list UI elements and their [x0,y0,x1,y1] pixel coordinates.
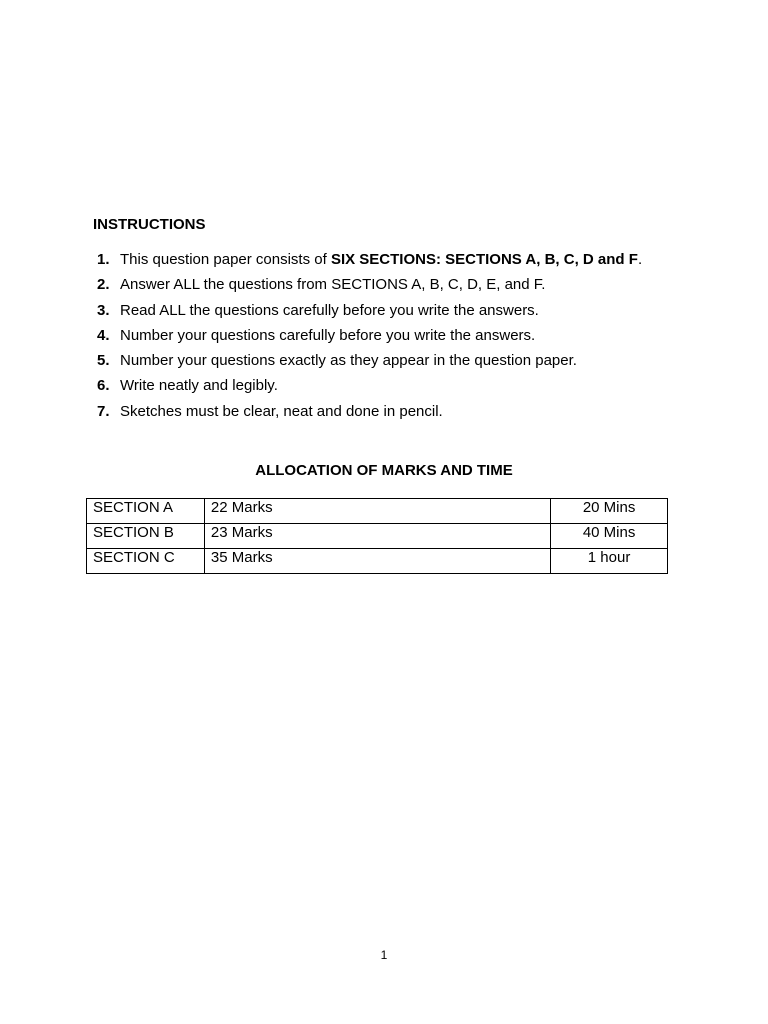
item-text: Number your questions carefully before you write the answers. [120,326,536,344]
instruction-item-6 [97,376,642,401]
item-text: Answer ALL the questions from SECTIONS A, B, C, D, E, and F. [120,276,546,294]
item-text: Read ALL the questions carefully before you write the answers. [120,301,539,319]
section-cell: SECTION A [87,499,205,524]
item-text-before: This question paper consists of [120,251,331,268]
item-text: Write neatly and legibly. [120,377,278,395]
item-number: 7. [97,402,110,420]
item-text: Number your questions exactly as they appear in the question paper. [120,352,577,370]
time-cell: 1 hour [551,549,668,574]
item-text: Sketches must be clear, neat and done in pencil. [120,402,443,420]
section-cell: SECTION B [87,524,205,549]
marks-cell: 22 Marks [204,499,550,524]
item-number: 1. [97,251,110,268]
time-cell: 20 Mins [551,499,668,524]
item-text-after: . [637,251,643,268]
section-cell: SECTION C [87,549,205,574]
instruction-item-2 [97,275,642,300]
item-number: 3. [97,301,110,319]
instruction-item-3 [97,301,642,326]
marks-cell: 23 Marks [204,524,550,549]
table-row [87,499,668,524]
item-number: 2. [97,276,110,294]
instructions-heading: INSTRUCTIONS [93,216,206,233]
page-number: 1 [380,948,388,962]
allocation-heading: ALLOCATION OF MARKS AND TIME [255,462,513,479]
time-cell: 40 Mins [551,524,668,549]
item-number: 4. [97,326,110,344]
item-text [120,250,642,275]
instruction-item-1 [97,250,642,275]
instruction-list [97,250,642,427]
table-row [87,549,668,574]
allocation-table [86,498,668,574]
table-row [87,524,668,549]
instruction-item-5 [97,351,642,376]
item-number: 5. [97,352,110,370]
instruction-item-7 [97,402,642,427]
marks-cell: 35 Marks [204,549,550,574]
item-text-bold: SIX SECTIONS: SECTIONS A, B, C, D and F [330,251,638,268]
instruction-item-4 [97,326,642,351]
item-number: 6. [97,377,110,395]
